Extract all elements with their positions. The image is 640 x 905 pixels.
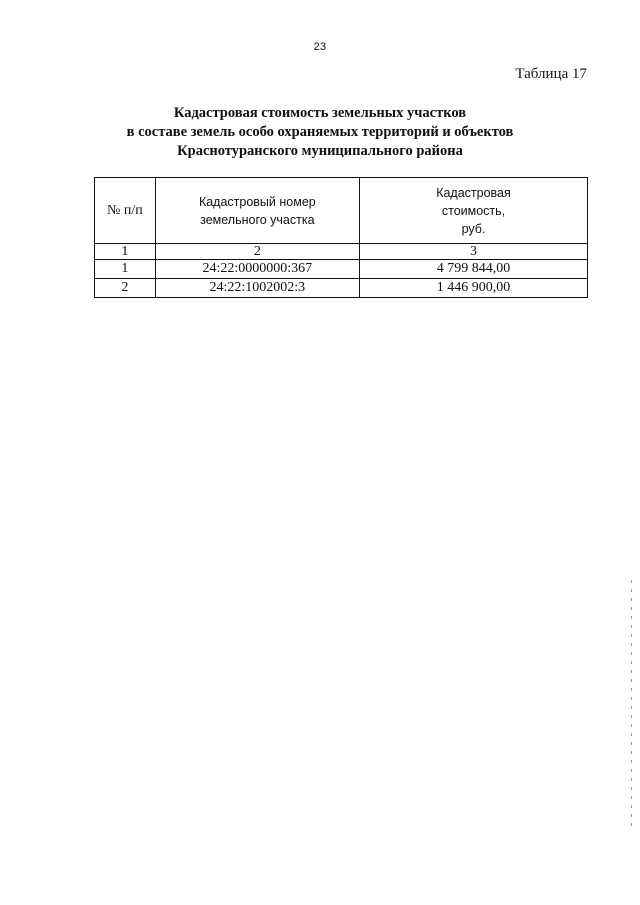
cadastral-number: 24:22:1002002:3 xyxy=(155,279,359,298)
header-cost-line-1: Кадастровая xyxy=(436,185,511,200)
page-number: 23 xyxy=(313,41,327,53)
table-row xyxy=(95,279,588,298)
cadastral-number: 24:22:0000000:367 xyxy=(155,260,359,279)
column-number-1: 1 xyxy=(95,244,156,260)
document-title xyxy=(0,104,640,161)
title-line-2: в составе земель особо охраняемых территорий и объектов xyxy=(126,124,514,140)
scan-margin-mark xyxy=(631,580,632,830)
cadastral-cost: 1 446 900,00 xyxy=(360,279,588,298)
table-header-row xyxy=(95,178,588,244)
column-number-2: 2 xyxy=(155,244,359,260)
header-cadastral-cost xyxy=(360,178,588,244)
title-line-1: Кадастровая стоимость земельных участков xyxy=(173,105,467,121)
row-number: 2 xyxy=(95,279,156,298)
column-number-row xyxy=(95,244,588,260)
header-cadastral-number xyxy=(155,178,359,244)
cadastral-value-table xyxy=(94,177,588,298)
header-cadastral-line-1: Кадастровый номер xyxy=(198,194,316,209)
header-cost-line-2: стоимость, xyxy=(441,203,506,218)
table-row xyxy=(95,260,588,279)
header-cadastral-line-2: земельного участка xyxy=(200,212,315,227)
row-number: 1 xyxy=(95,260,156,279)
column-number-3: 3 xyxy=(360,244,588,260)
header-cost-line-3: руб. xyxy=(461,221,486,236)
cadastral-cost: 4 799 844,00 xyxy=(360,260,588,279)
title-line-3: Краснотуранского муниципального района xyxy=(177,143,463,159)
header-number: № п/п xyxy=(95,178,156,244)
table-label: Таблица 17 xyxy=(515,66,587,82)
